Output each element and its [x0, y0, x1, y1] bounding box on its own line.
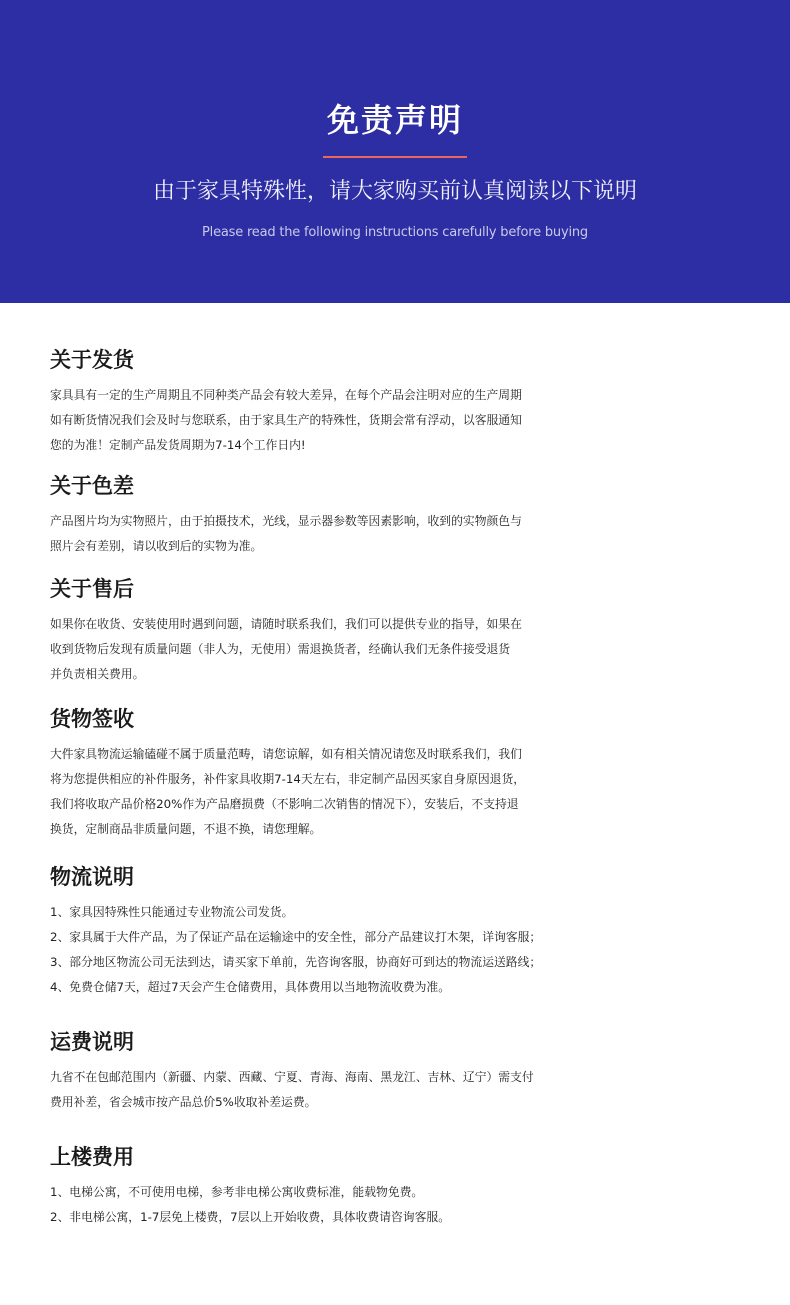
section-body [50, 1065, 770, 1115]
body-line: 3、部分地区物流公司无法到达，请买家下单前，先咨询客服，协商好可到达的物流运送路线； [50, 955, 542, 969]
section-shipping-fee [50, 1027, 770, 1115]
section-body [50, 383, 770, 458]
section-logistics [50, 862, 770, 1000]
page-title: 免责声明 [326, 101, 463, 139]
body-line: 如果你在收货、安装使用时遇到问题，请随时联系我们，我们可以提供专业的指导，如果在 [50, 617, 522, 631]
page-subtitle: 由于家具特殊性，请大家购买前认真阅读以下说明 [152, 179, 637, 204]
body-line: 产品图片均为实物照片，由于拍摄技术，光线，显示器参数等因素影响，收到的实物颜色与 [50, 514, 522, 528]
body-line: 我们将收取产品价格20%作为产品磨损费（不影响二次销售的情况下），安装后，不支持退 [50, 797, 519, 811]
section-receipt [50, 704, 770, 842]
section-body [50, 1180, 770, 1230]
english-subtitle: Please read the following instructions carefully before buying [202, 225, 588, 240]
body-line: 收到货物后发现有质量问题（非人为，无使用）需退换货者，经确认我们无条件接受退货 [50, 642, 511, 656]
body-line: 将为您提供相应的补件服务，补件家具收期7-14天左右，非定制产品因买家自身原因退货， [50, 772, 526, 786]
body-line: 九省不在包邮范围内（新疆、内蒙、西藏、宁夏、青海、海南、黑龙江、吉林、辽宁）需支付 [50, 1070, 534, 1084]
section-body [50, 742, 770, 842]
section-body [50, 900, 770, 1000]
section-after-sales [50, 574, 770, 687]
body-line: 2、非电梯公寓，1-7层免上楼费，7层以上开始收费，具体收费请咨询客服。 [50, 1210, 450, 1224]
section-title: 关于售后 [50, 577, 134, 601]
body-line: 家具具有一定的生产周期且不同种类产品会有较大差异，在每个产品会注明对应的生产周期 [50, 388, 522, 402]
section-title: 运费说明 [50, 1030, 134, 1054]
body-line: 您的为准！定制产品发货周期为7-14个工作日内! [50, 438, 306, 452]
body-line: 费用补差，省会城市按产品总价5%收取补差运费。 [50, 1095, 317, 1109]
section-title: 物流说明 [50, 865, 134, 889]
section-shipping [50, 345, 770, 458]
title-divider [323, 156, 467, 158]
section-title: 上楼费用 [50, 1145, 134, 1169]
section-title: 关于色差 [50, 474, 134, 498]
body-line: 如有断货情况我们会及时与您联系，由于家具生产的特殊性，货期会常有浮动，以客服通知 [50, 413, 522, 427]
section-body [50, 509, 770, 559]
body-line: 1、电梯公寓，不可使用电梯，参考非电梯公寓收费标准，能载物免费。 [50, 1185, 424, 1199]
body-line: 大件家具物流运输磕碰不属于质量范畴，请您谅解，如有相关情况请您及时联系我们，我们 [50, 747, 522, 761]
header-banner [0, 0, 790, 303]
section-stairs-fee [50, 1142, 770, 1230]
body-line: 1、家具因特殊性只能通过专业物流公司发货。 [50, 905, 294, 919]
section-color-difference [50, 471, 770, 559]
section-title: 关于发货 [50, 348, 134, 372]
body-line: 并负责相关费用。 [50, 667, 145, 681]
body-line: 4、免费仓储7天，超过7天会产生仓储费用，具体费用以当地物流收费为准。 [50, 980, 451, 994]
body-line: 2、家具属于大件产品，为了保证产品在运输途中的安全性，部分产品建议打木架，详询客服； [50, 930, 542, 944]
section-title: 货物签收 [50, 707, 134, 731]
disclaimer-content [50, 340, 770, 1230]
body-line: 换货，定制商品非质量问题，不退不换，请您理解。 [50, 822, 322, 836]
body-line: 照片会有差别，请以收到后的实物为准。 [50, 539, 263, 553]
section-body [50, 612, 770, 687]
